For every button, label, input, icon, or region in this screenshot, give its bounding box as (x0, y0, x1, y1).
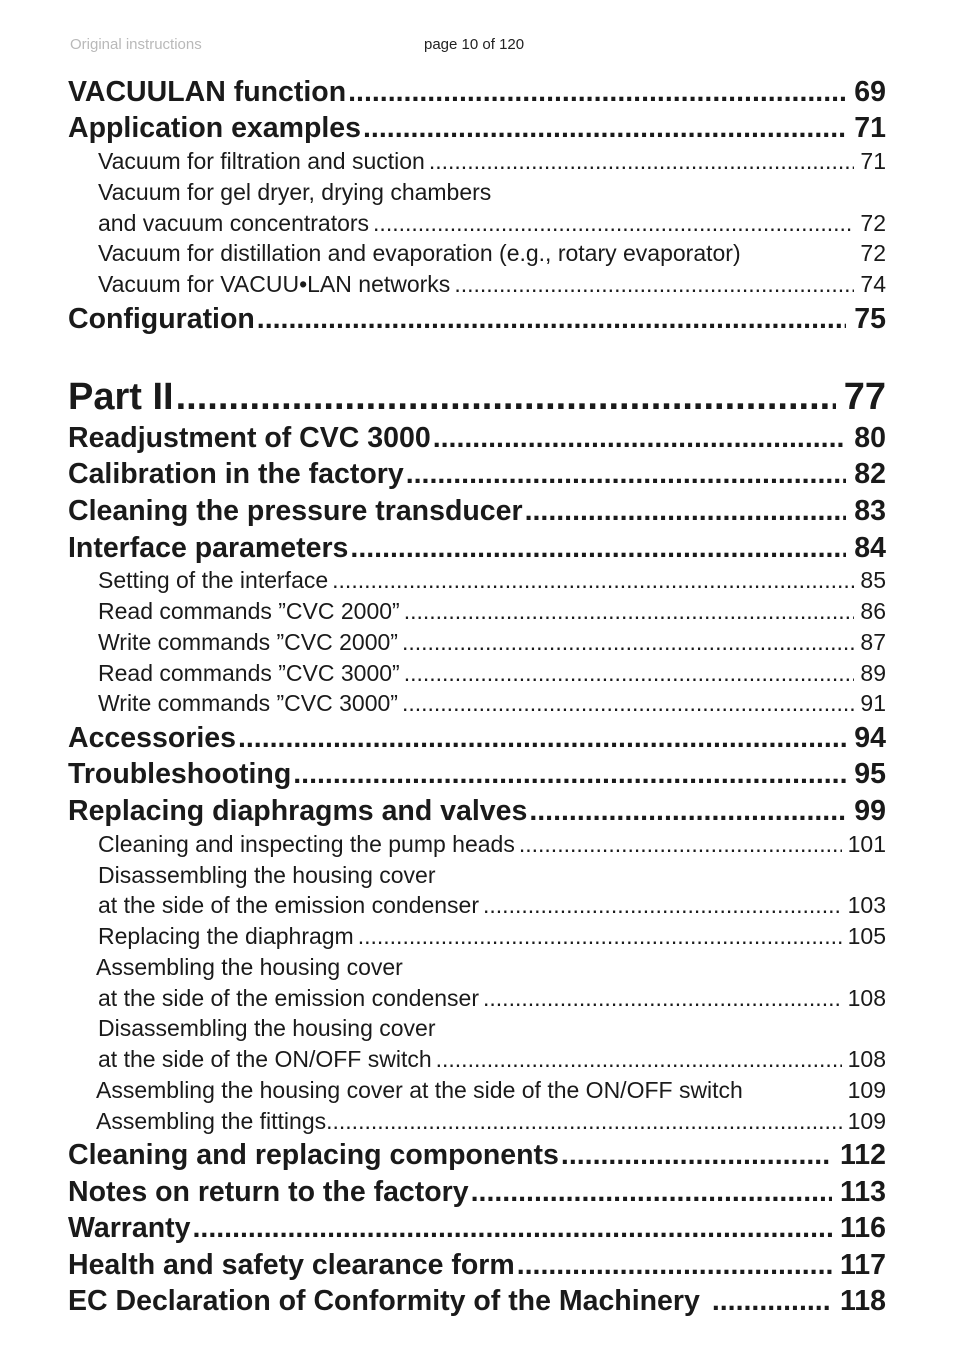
toc-subentry[interactable] (98, 1046, 886, 1073)
toc-subentry[interactable] (98, 271, 886, 298)
toc-page: 74 (860, 271, 886, 297)
toc-page: 87 (860, 629, 886, 655)
toc-page: 72 (860, 210, 886, 236)
toc-page: 99 (854, 795, 886, 827)
toc-page: 84 (854, 532, 886, 564)
toc-page: 86 (860, 598, 886, 624)
dot-leader (293, 758, 846, 791)
toc-page: 109 (847, 1077, 886, 1103)
toc-title: Cleaning and inspecting the pump heads (98, 831, 515, 857)
toc-title: Troubleshooting (68, 758, 292, 790)
toc-title: at the side of the ON/OFF switch (98, 1046, 432, 1072)
toc-subentry[interactable] (98, 690, 886, 717)
toc-page: 95 (854, 758, 886, 790)
toc-subentry[interactable] (98, 831, 886, 858)
toc-title: Assembling the housing cover at the side of the ON/OFF switch (96, 1077, 743, 1103)
dot-leader (373, 210, 854, 237)
toc-subentry[interactable] (98, 660, 886, 687)
toc-subentry-line: Disassembling the housing cover (98, 1015, 436, 1041)
toc-page: 113 (840, 1176, 886, 1208)
toc-entry[interactable] (68, 1285, 886, 1318)
toc-subentry[interactable] (98, 598, 886, 625)
page-number-header: page 10 of 120 (424, 36, 525, 53)
dot-leader (402, 690, 854, 717)
dot-leader (471, 1176, 832, 1209)
toc-page: 83 (854, 495, 886, 527)
toc-entry[interactable] (68, 795, 886, 828)
dot-leader (529, 795, 846, 828)
toc-title: EC Declaration of Conformity of the Machinery (68, 1285, 700, 1317)
toc-page: 91 (860, 690, 886, 716)
toc-page: 116 (840, 1212, 886, 1244)
toc-title: Readjustment of CVC 3000 (68, 422, 431, 454)
toc-title: Accessories (68, 722, 236, 754)
dot-leader (192, 1212, 832, 1245)
toc-subentry[interactable] (98, 210, 886, 237)
dot-leader (238, 722, 846, 755)
dot-leader (454, 271, 854, 298)
toc-title: at the side of the emission condenser (98, 892, 480, 918)
toc-entry[interactable] (68, 758, 886, 791)
toc-title: Replacing the diaphragm (98, 923, 354, 949)
toc-entry[interactable] (68, 1212, 886, 1245)
toc-part-entry[interactable] (68, 376, 886, 419)
toc-title: Replacing diaphragms and valves (68, 795, 528, 827)
dot-leader (404, 598, 855, 625)
toc-title: Configuration (68, 303, 255, 335)
toc-page: 82 (854, 458, 886, 490)
toc-page: 77 (843, 376, 886, 418)
toc-subentry[interactable] (98, 629, 886, 656)
toc-entry[interactable] (68, 1249, 886, 1282)
dot-leader (326, 1108, 842, 1135)
toc-title: Warranty (68, 1212, 191, 1244)
toc-subentry-line: Assembling the housing cover (96, 954, 403, 980)
toc-title: Notes on return to the factory (68, 1176, 469, 1208)
toc-subentry[interactable] (96, 1108, 886, 1135)
toc-subentry-line: Disassembling the housing cover (98, 862, 436, 888)
dot-leader (404, 660, 855, 687)
toc-page: 108 (847, 1046, 886, 1072)
toc-page: 101 (847, 831, 886, 857)
toc-title: Interface parameters (68, 532, 349, 564)
toc-title: VACUULAN function (68, 76, 347, 108)
dot-leader (402, 629, 854, 656)
toc-page: 112 (840, 1139, 886, 1171)
toc-entry[interactable] (68, 458, 886, 491)
toc-title: at the side of the emission condenser (98, 985, 480, 1011)
toc-page: 94 (854, 722, 886, 754)
toc-subentry[interactable] (96, 1077, 886, 1104)
toc-title: Setting of the interface (98, 567, 329, 593)
dot-leader (350, 532, 846, 565)
toc-page: 71 (854, 112, 886, 144)
toc-entry[interactable] (68, 112, 886, 145)
toc-page: 105 (847, 923, 886, 949)
toc-page: 80 (854, 422, 886, 454)
toc-entry[interactable] (68, 495, 886, 528)
toc-subentry[interactable] (98, 567, 886, 594)
dot-leader (712, 1285, 832, 1318)
toc-title: Vacuum for distillation and evaporation (e.g., rotary evaporator) (98, 240, 741, 266)
toc-title: Cleaning and replacing components (68, 1139, 559, 1171)
toc-title: Write commands ”CVC 3000” (98, 690, 398, 716)
toc-entry[interactable] (68, 422, 886, 455)
toc-page: 72 (860, 240, 886, 266)
toc-subentry[interactable] (98, 148, 886, 175)
dot-leader (406, 458, 847, 491)
toc-page: 108 (847, 985, 886, 1011)
toc-title: Read commands ”CVC 2000” (98, 598, 400, 624)
toc-page: 71 (860, 148, 886, 174)
toc-page: 103 (847, 892, 886, 918)
toc-title: Cleaning the pressure transducer (68, 495, 523, 527)
dot-leader (433, 422, 847, 455)
toc-subentry[interactable] (98, 923, 886, 950)
dot-leader (519, 831, 842, 858)
toc-page: 109 (847, 1108, 886, 1134)
dot-leader (483, 892, 842, 919)
dot-leader (436, 1046, 842, 1073)
toc-subentry[interactable] (98, 985, 886, 1012)
toc-entry[interactable] (68, 1176, 886, 1209)
dot-leader (363, 112, 846, 145)
toc-entry[interactable] (68, 303, 886, 336)
toc-title: Assembling the fittings (96, 1108, 327, 1134)
dot-leader (483, 985, 842, 1012)
toc-subentry[interactable] (98, 892, 886, 919)
toc-title: Application examples (68, 112, 362, 144)
toc-entry[interactable] (68, 76, 886, 109)
dot-leader (358, 923, 842, 950)
toc-title: Vacuum for filtration and suction (98, 148, 425, 174)
dot-leader (561, 1139, 832, 1172)
toc-page: 85 (860, 567, 886, 593)
toc-entry[interactable] (68, 532, 886, 565)
dot-leader (429, 148, 855, 175)
dot-leader (348, 76, 846, 109)
toc-title: Read commands ”CVC 3000” (98, 660, 400, 686)
toc-page: 117 (840, 1249, 886, 1281)
dot-leader (257, 303, 847, 336)
toc-entry[interactable] (68, 722, 886, 755)
toc-subentry-line: Vacuum for gel dryer, drying chambers (98, 179, 492, 205)
toc-title: Calibration in the factory (68, 458, 404, 490)
dot-leader (525, 495, 847, 528)
toc-title: Write commands ”CVC 2000” (98, 629, 398, 655)
toc-title: and vacuum concentrators (98, 210, 370, 236)
toc-title: Health and safety clearance form (68, 1249, 515, 1281)
dot-leader (176, 376, 836, 419)
toc-page: 118 (840, 1285, 886, 1317)
dot-leader (517, 1249, 832, 1282)
toc-title: Part II (68, 376, 174, 418)
toc-page: 75 (854, 303, 886, 335)
toc-subentry[interactable] (98, 240, 886, 267)
toc-page: 89 (860, 660, 886, 686)
header-left: Original instructions (70, 36, 202, 53)
toc-title: Vacuum for VACUU•LAN networks (98, 271, 451, 297)
toc-entry[interactable] (68, 1139, 886, 1172)
dot-leader (332, 567, 854, 594)
toc-page: 69 (854, 76, 886, 108)
